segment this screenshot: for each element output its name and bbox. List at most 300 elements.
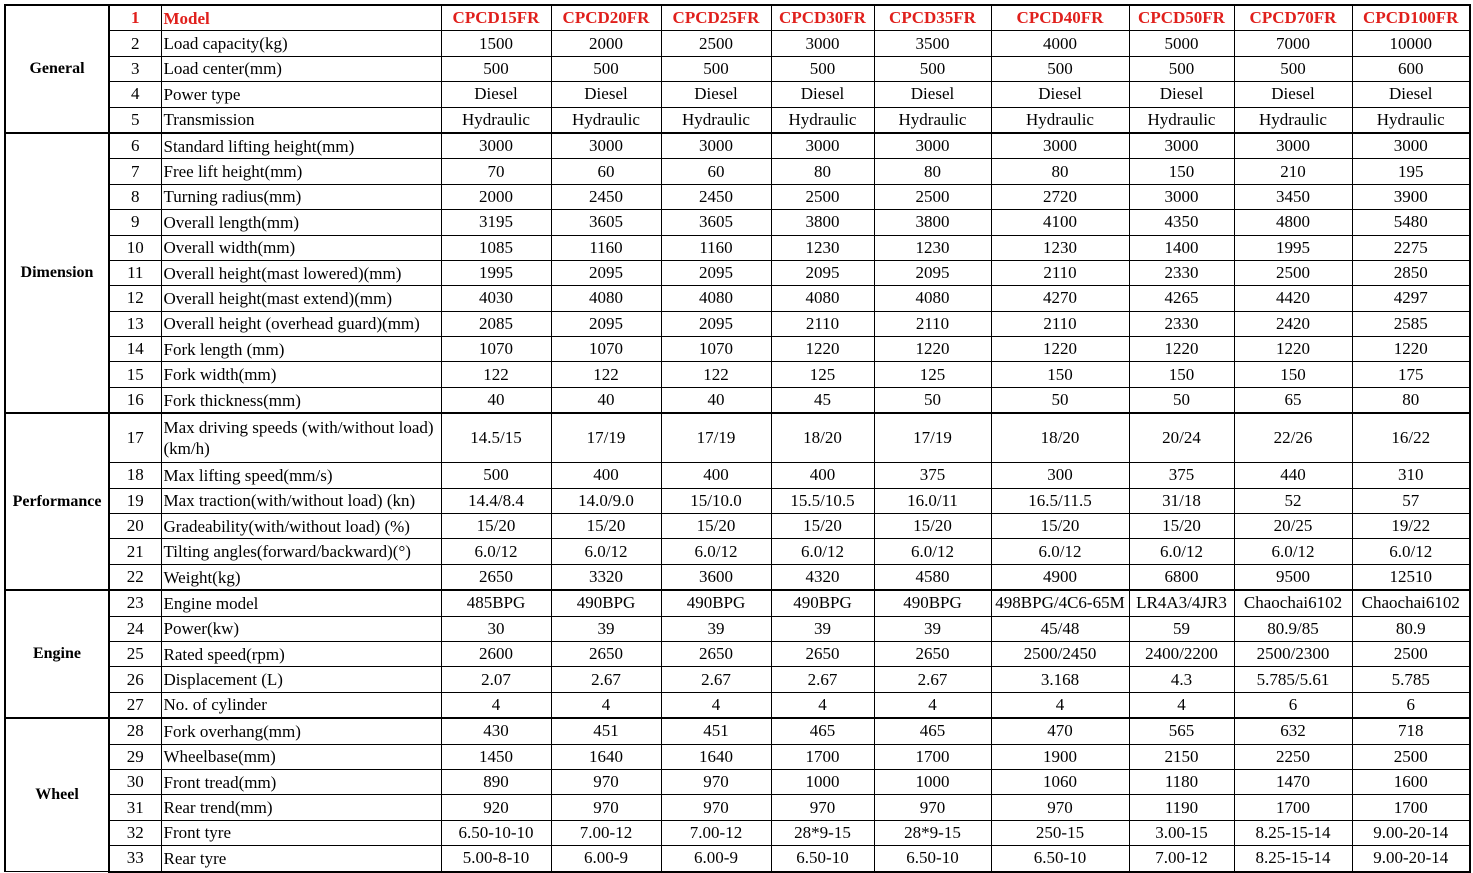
table-row <box>5 846 1470 872</box>
spec-label: Power type <box>161 82 441 107</box>
spec-value: 1700 <box>874 744 991 769</box>
spec-value: 2095 <box>874 260 991 285</box>
row-number: 33 <box>109 846 161 872</box>
row-number: 10 <box>109 235 161 260</box>
spec-value: 2110 <box>874 311 991 336</box>
spec-value: 2275 <box>1352 235 1470 260</box>
spec-value: 6.50-10 <box>771 846 874 872</box>
spec-value: 22/26 <box>1234 413 1352 463</box>
spec-value: 3.168 <box>991 667 1129 692</box>
category-dimension: Dimension <box>5 133 109 413</box>
spec-value: 2095 <box>771 260 874 285</box>
spec-value: 1220 <box>1234 337 1352 362</box>
table-row <box>5 616 1470 641</box>
spec-value: 1085 <box>441 235 551 260</box>
table-row <box>5 744 1470 769</box>
row-number: 5 <box>109 107 161 133</box>
spec-label: Fork width(mm) <box>161 362 441 387</box>
spec-value: 400 <box>661 463 771 488</box>
spec-value: 970 <box>991 795 1129 820</box>
spec-value: Diesel <box>1234 82 1352 107</box>
spec-value: 80 <box>874 159 991 184</box>
row-number: 25 <box>109 641 161 666</box>
spec-value: 2110 <box>991 260 1129 285</box>
spec-value: 6.00-9 <box>661 846 771 872</box>
spec-value: 1160 <box>661 235 771 260</box>
spec-value: 2095 <box>661 311 771 336</box>
spec-value: 465 <box>874 718 991 744</box>
spec-value: 2450 <box>551 184 661 209</box>
spec-value: 4030 <box>441 286 551 311</box>
row-number: 24 <box>109 616 161 641</box>
spec-value: 1400 <box>1129 235 1234 260</box>
spec-value: 15/20 <box>551 514 661 539</box>
spec-table <box>4 4 1471 873</box>
spec-value: 6.0/12 <box>874 539 991 564</box>
spec-value: Diesel <box>661 82 771 107</box>
spec-value: 2330 <box>1129 260 1234 285</box>
spec-value: 6.0/12 <box>1352 539 1470 564</box>
spec-value: 40 <box>551 387 661 413</box>
spec-label: Rear tyre <box>161 846 441 872</box>
spec-value: 150 <box>1129 362 1234 387</box>
spec-value: Hydraulic <box>1234 107 1352 133</box>
spec-value: 6.50-10 <box>991 846 1129 872</box>
row-number: 31 <box>109 795 161 820</box>
spec-value: 60 <box>551 159 661 184</box>
spec-value: 39 <box>874 616 991 641</box>
spec-value: 2.67 <box>771 667 874 692</box>
spec-value: 39 <box>771 616 874 641</box>
spec-value: 400 <box>771 463 874 488</box>
spec-value: Hydraulic <box>661 107 771 133</box>
spec-value: 2500 <box>874 184 991 209</box>
spec-value: 1995 <box>441 260 551 285</box>
spec-value: 122 <box>441 362 551 387</box>
spec-label: Fork thickness(mm) <box>161 387 441 413</box>
table-row <box>5 413 1470 463</box>
spec-value: 3800 <box>874 210 991 235</box>
spec-value: 4900 <box>991 564 1129 590</box>
spec-value: 490BPG <box>771 590 874 616</box>
spec-value: 465 <box>771 718 874 744</box>
spec-value: 6.0/12 <box>1234 539 1352 564</box>
spec-value: 490BPG <box>551 590 661 616</box>
spec-value: 6 <box>1234 692 1352 718</box>
spec-value: Diesel <box>1129 82 1234 107</box>
spec-label: Front tread(mm) <box>161 769 441 794</box>
spec-value: 80.9 <box>1352 616 1470 641</box>
row-number: 28 <box>109 718 161 744</box>
model-name: CPCD30FR <box>771 5 874 31</box>
spec-value: 18/20 <box>991 413 1129 463</box>
spec-label: Power(kw) <box>161 616 441 641</box>
spec-value: 500 <box>1234 56 1352 81</box>
spec-value: 1220 <box>771 337 874 362</box>
spec-value: 39 <box>551 616 661 641</box>
model-name: CPCD20FR <box>551 5 661 31</box>
spec-value: 1900 <box>991 744 1129 769</box>
spec-value: 4080 <box>661 286 771 311</box>
spec-value: 6.0/12 <box>1129 539 1234 564</box>
spec-value: Hydraulic <box>441 107 551 133</box>
spec-value: 2.67 <box>661 667 771 692</box>
spec-value: 7000 <box>1234 31 1352 56</box>
spec-value: 31/18 <box>1129 488 1234 513</box>
spec-value: Diesel <box>441 82 551 107</box>
spec-value: 2600 <box>441 641 551 666</box>
spec-value: 4080 <box>771 286 874 311</box>
spec-value: 1070 <box>551 337 661 362</box>
spec-value: 28*9-15 <box>874 820 991 845</box>
spec-value: 500 <box>441 463 551 488</box>
spec-value: 1070 <box>441 337 551 362</box>
spec-value: 3000 <box>551 133 661 159</box>
spec-value: 375 <box>1129 463 1234 488</box>
spec-value: 2110 <box>991 311 1129 336</box>
row-number: 13 <box>109 311 161 336</box>
spec-value: 500 <box>441 56 551 81</box>
table-row <box>5 769 1470 794</box>
spec-value: 4080 <box>874 286 991 311</box>
spec-label: Gradeability(with/without load) (%) <box>161 514 441 539</box>
spec-value: 4320 <box>771 564 874 590</box>
spec-value: 125 <box>771 362 874 387</box>
spec-value: 490BPG <box>874 590 991 616</box>
spec-value: 14.5/15 <box>441 413 551 463</box>
spec-value: 15/20 <box>771 514 874 539</box>
row-number: 27 <box>109 692 161 718</box>
spec-value: Hydraulic <box>771 107 874 133</box>
spec-value: 3000 <box>1352 133 1470 159</box>
table-row <box>5 463 1470 488</box>
spec-value: 500 <box>874 56 991 81</box>
category-general: General <box>5 5 109 133</box>
spec-value: 440 <box>1234 463 1352 488</box>
spec-value: 39 <box>661 616 771 641</box>
spec-value: 451 <box>551 718 661 744</box>
spec-value: 17/19 <box>874 413 991 463</box>
spec-value: 4420 <box>1234 286 1352 311</box>
spec-value: 6.0/12 <box>771 539 874 564</box>
spec-label: Fork overhang(mm) <box>161 718 441 744</box>
spec-value: 6.00-9 <box>551 846 661 872</box>
spec-value: 4.3 <box>1129 667 1234 692</box>
model-name: CPCD100FR <box>1352 5 1470 31</box>
spec-value: 3000 <box>991 133 1129 159</box>
spec-value: 175 <box>1352 362 1470 387</box>
model-header-row <box>5 5 1470 31</box>
spec-value: 17/19 <box>661 413 771 463</box>
spec-label: Tilting angles(forward/backward)(°) <box>161 539 441 564</box>
spec-value: 4265 <box>1129 286 1234 311</box>
spec-value: 2500/2450 <box>991 641 1129 666</box>
spec-value: 2500 <box>771 184 874 209</box>
spec-value: Hydraulic <box>551 107 661 133</box>
table-row <box>5 82 1470 107</box>
table-row <box>5 133 1470 159</box>
spec-value: 4 <box>991 692 1129 718</box>
spec-value: 4100 <box>991 210 1129 235</box>
table-row <box>5 692 1470 718</box>
spec-value: 2330 <box>1129 311 1234 336</box>
spec-value: 150 <box>991 362 1129 387</box>
spec-value: 2500 <box>1352 641 1470 666</box>
spec-value: 65 <box>1234 387 1352 413</box>
table-row <box>5 795 1470 820</box>
spec-value: 3000 <box>771 31 874 56</box>
spec-value: 2650 <box>874 641 991 666</box>
spec-value: 1220 <box>874 337 991 362</box>
table-row <box>5 235 1470 260</box>
model-name: CPCD70FR <box>1234 5 1352 31</box>
spec-value: 150 <box>1129 159 1234 184</box>
spec-value: 2420 <box>1234 311 1352 336</box>
model-name: CPCD35FR <box>874 5 991 31</box>
table-row <box>5 31 1470 56</box>
spec-value: 30 <box>441 616 551 641</box>
spec-value: 52 <box>1234 488 1352 513</box>
spec-value: 2000 <box>441 184 551 209</box>
table-row <box>5 159 1470 184</box>
spec-value: 1190 <box>1129 795 1234 820</box>
spec-value: Chaochai6102 <box>1352 590 1470 616</box>
spec-value: 12510 <box>1352 564 1470 590</box>
spec-value: 40 <box>441 387 551 413</box>
spec-value: 50 <box>874 387 991 413</box>
spec-value: 20/25 <box>1234 514 1352 539</box>
row-number: 17 <box>109 413 161 463</box>
spec-value: 8.25-15-14 <box>1234 846 1352 872</box>
spec-value: 2650 <box>551 641 661 666</box>
spec-value: 1230 <box>991 235 1129 260</box>
spec-value: 5480 <box>1352 210 1470 235</box>
row-number: 18 <box>109 463 161 488</box>
spec-value: 122 <box>551 362 661 387</box>
spec-value: 6.0/12 <box>991 539 1129 564</box>
table-row <box>5 311 1470 336</box>
spec-value: 1995 <box>1234 235 1352 260</box>
row-number: 2 <box>109 31 161 56</box>
table-row <box>5 667 1470 692</box>
spec-value: 1220 <box>1129 337 1234 362</box>
spec-value: 1060 <box>991 769 1129 794</box>
model-name: CPCD15FR <box>441 5 551 31</box>
spec-value: 4 <box>771 692 874 718</box>
row-number: 23 <box>109 590 161 616</box>
spec-value: 16/22 <box>1352 413 1470 463</box>
spec-value: 490BPG <box>661 590 771 616</box>
spec-value: 1470 <box>1234 769 1352 794</box>
table-row <box>5 539 1470 564</box>
spec-label: Load center(mm) <box>161 56 441 81</box>
spec-value: 1500 <box>441 31 551 56</box>
spec-value: Diesel <box>1352 82 1470 107</box>
spec-value: 3605 <box>551 210 661 235</box>
spec-value: 970 <box>874 795 991 820</box>
spec-value: 195 <box>1352 159 1470 184</box>
table-row <box>5 56 1470 81</box>
spec-value: 2720 <box>991 184 1129 209</box>
spec-value: 3320 <box>551 564 661 590</box>
row-number: 15 <box>109 362 161 387</box>
spec-value: 2095 <box>661 260 771 285</box>
spec-value: 1230 <box>874 235 991 260</box>
spec-value: Chaochai6102 <box>1234 590 1352 616</box>
spec-value: 1220 <box>991 337 1129 362</box>
row-number: 29 <box>109 744 161 769</box>
spec-value: 5.785 <box>1352 667 1470 692</box>
spec-label: Free lift height(mm) <box>161 159 441 184</box>
model-name: CPCD40FR <box>991 5 1129 31</box>
row-number: 14 <box>109 337 161 362</box>
spec-label: Engine model <box>161 590 441 616</box>
spec-value: 3900 <box>1352 184 1470 209</box>
table-row <box>5 210 1470 235</box>
spec-value: 7.00-12 <box>1129 846 1234 872</box>
spec-value: 210 <box>1234 159 1352 184</box>
spec-value: 565 <box>1129 718 1234 744</box>
spec-value: 430 <box>441 718 551 744</box>
spec-label: No. of cylinder <box>161 692 441 718</box>
spec-value: 3600 <box>661 564 771 590</box>
spec-value: 3000 <box>1234 133 1352 159</box>
spec-value: 970 <box>551 795 661 820</box>
spec-value: 9.00-20-14 <box>1352 820 1470 845</box>
spec-label: Max driving speeds (with/without load) (km/h) <box>161 413 441 463</box>
spec-value: 2150 <box>1129 744 1234 769</box>
spec-value: 5.00-8-10 <box>441 846 551 872</box>
spec-value: 2400/2200 <box>1129 641 1234 666</box>
spec-value: 1070 <box>661 337 771 362</box>
spec-value: 4 <box>551 692 661 718</box>
spec-value: 2500 <box>1234 260 1352 285</box>
spec-value: 50 <box>991 387 1129 413</box>
spec-value: 4350 <box>1129 210 1234 235</box>
spec-value: 970 <box>661 795 771 820</box>
spec-label: Rated speed(rpm) <box>161 641 441 666</box>
spec-value: 20/24 <box>1129 413 1234 463</box>
table-row <box>5 107 1470 133</box>
row-number: 32 <box>109 820 161 845</box>
spec-value: 2650 <box>771 641 874 666</box>
spec-value: 3000 <box>874 133 991 159</box>
spec-value: Diesel <box>551 82 661 107</box>
row-number: 26 <box>109 667 161 692</box>
spec-value: 250-15 <box>991 820 1129 845</box>
spec-label: Turning radius(mm) <box>161 184 441 209</box>
model-name: CPCD25FR <box>661 5 771 31</box>
spec-value: Diesel <box>991 82 1129 107</box>
spec-value: 4297 <box>1352 286 1470 311</box>
spec-value: 4 <box>441 692 551 718</box>
spec-label: Weight(kg) <box>161 564 441 590</box>
spec-value: 890 <box>441 769 551 794</box>
spec-value: 2.07 <box>441 667 551 692</box>
spec-value: 16.5/11.5 <box>991 488 1129 513</box>
spec-value: 6.50-10 <box>874 846 991 872</box>
spec-value: 2585 <box>1352 311 1470 336</box>
spec-value: 2000 <box>551 31 661 56</box>
spec-value: 5.785/5.61 <box>1234 667 1352 692</box>
spec-value: 3000 <box>1129 184 1234 209</box>
spec-value: 2110 <box>771 311 874 336</box>
row-number: 30 <box>109 769 161 794</box>
spec-value: 600 <box>1352 56 1470 81</box>
spec-value: 2500 <box>1352 744 1470 769</box>
row-number: 21 <box>109 539 161 564</box>
spec-value: 80 <box>991 159 1129 184</box>
spec-value: 122 <box>661 362 771 387</box>
spec-value: 59 <box>1129 616 1234 641</box>
spec-label: Standard lifting height(mm) <box>161 133 441 159</box>
spec-value: 6 <box>1352 692 1470 718</box>
spec-value: 3500 <box>874 31 991 56</box>
table-row <box>5 337 1470 362</box>
row-number: 7 <box>109 159 161 184</box>
spec-value: 14.0/9.0 <box>551 488 661 513</box>
spec-value: 1640 <box>551 744 661 769</box>
spec-label: Wheelbase(mm) <box>161 744 441 769</box>
table-row <box>5 260 1470 285</box>
spec-value: 2500 <box>661 31 771 56</box>
spec-value: 28*9-15 <box>771 820 874 845</box>
spec-value: 70 <box>441 159 551 184</box>
table-row <box>5 362 1470 387</box>
spec-value: 80.9/85 <box>1234 616 1352 641</box>
spec-value: 470 <box>991 718 1129 744</box>
spec-value: 16.0/11 <box>874 488 991 513</box>
spec-value: 15/10.0 <box>661 488 771 513</box>
spec-label: Fork length (mm) <box>161 337 441 362</box>
spec-value: 1160 <box>551 235 661 260</box>
spec-value: 718 <box>1352 718 1470 744</box>
spec-value: 500 <box>771 56 874 81</box>
spec-value: 10000 <box>1352 31 1470 56</box>
spec-value: 8.25-15-14 <box>1234 820 1352 845</box>
spec-value: 400 <box>551 463 661 488</box>
spec-value: 1700 <box>771 744 874 769</box>
spec-value: 451 <box>661 718 771 744</box>
spec-value: 500 <box>551 56 661 81</box>
spec-value: 970 <box>771 795 874 820</box>
spec-label: Overall width(mm) <box>161 235 441 260</box>
row-number: 6 <box>109 133 161 159</box>
spec-label: Rear trend(mm) <box>161 795 441 820</box>
spec-label: Max lifting speed(mm/s) <box>161 463 441 488</box>
spec-value: 970 <box>661 769 771 794</box>
spec-value: 7.00-12 <box>551 820 661 845</box>
spec-value: 375 <box>874 463 991 488</box>
table-row <box>5 488 1470 513</box>
spec-value: 2650 <box>661 641 771 666</box>
spec-value: 15.5/10.5 <box>771 488 874 513</box>
table-row <box>5 286 1470 311</box>
spec-value: 1220 <box>1352 337 1470 362</box>
model-name: CPCD50FR <box>1129 5 1234 31</box>
spec-value: 4000 <box>991 31 1129 56</box>
table-row <box>5 564 1470 590</box>
spec-value: 3450 <box>1234 184 1352 209</box>
table-row <box>5 820 1470 845</box>
spec-value: 6800 <box>1129 564 1234 590</box>
spec-value: 500 <box>1129 56 1234 81</box>
row-number: 20 <box>109 514 161 539</box>
row-number: 4 <box>109 82 161 107</box>
spec-value: 2250 <box>1234 744 1352 769</box>
table-row <box>5 184 1470 209</box>
spec-value: 9.00-20-14 <box>1352 846 1470 872</box>
